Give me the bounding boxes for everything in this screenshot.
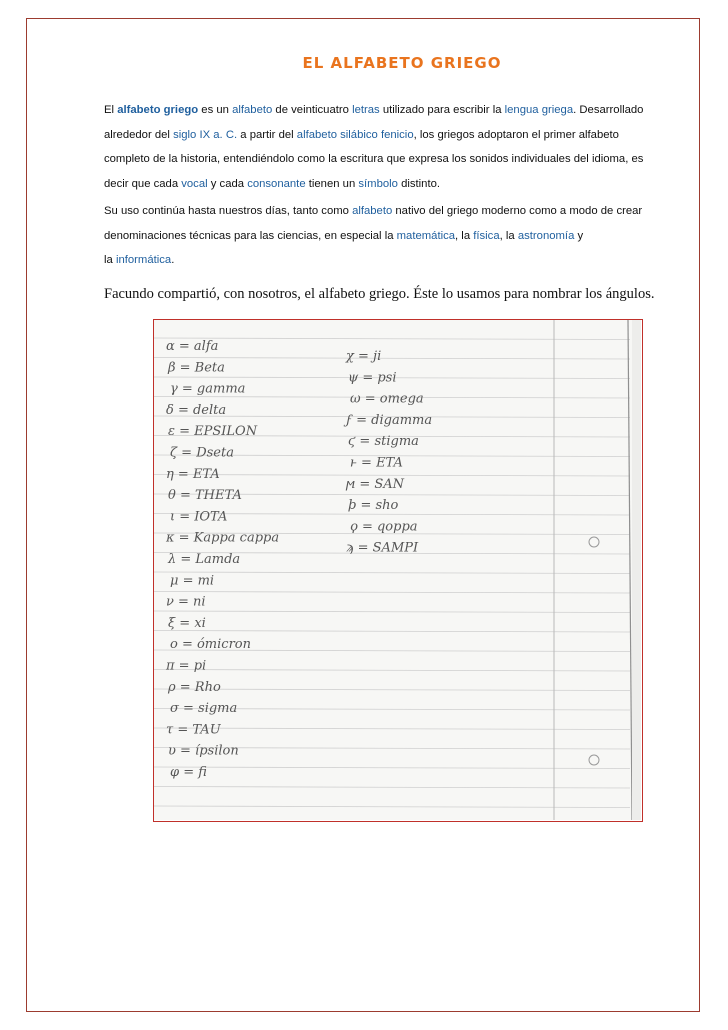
text-segment: y cada [207, 177, 248, 190]
handwritten-letter: σ = sigma [170, 701, 238, 717]
paragraph-usage [104, 199, 694, 273]
handwritten-letter: ι = IOTA [170, 509, 228, 525]
handwritten-letter: ω = omega [350, 391, 424, 407]
text-segment: , la [455, 229, 474, 242]
text-segment: distinto. [397, 177, 441, 190]
handwritten-letter: ϛ = stigma [348, 434, 419, 450]
link-simbolo[interactable]: símbolo [358, 177, 398, 190]
handwritten-letter: ψ = psi [348, 370, 397, 386]
handwritten-letter: ϙ = qoppa [350, 519, 418, 535]
text-segment: de veinticuatro [272, 104, 353, 116]
text-segment: la [104, 254, 116, 266]
link-siglo-ix[interactable]: siglo IX a. C. [173, 128, 238, 141]
text-segment: El [104, 104, 118, 116]
link-lengua-griega[interactable]: lengua griega [504, 104, 574, 116]
handwritten-letter: η = ETA [166, 466, 220, 482]
handwritten-letter: ζ = Dseta [170, 445, 234, 461]
page-title: EL ALFABETO GRIEGO [302, 54, 502, 72]
handwritten-letter: δ = delta [166, 402, 227, 418]
text-segment: nativo del griego moderno como a modo de crear [392, 205, 643, 217]
handwritten-letter: ε = EPSILON [168, 424, 258, 440]
text-segment: es un [198, 104, 233, 116]
handwritten-letter: ϡ = SAMPI [346, 540, 419, 556]
link-astronomia[interactable]: astronomía [517, 229, 575, 242]
handwritten-letter: ϻ = SAN [346, 476, 405, 492]
link-letras[interactable]: letras [352, 104, 380, 116]
paragraph-line: completo de la historia, entendiéndolo como la escritura que expresa los sonidos individuales del idioma, es [104, 153, 644, 165]
handwritten-letter: φ = fi [170, 765, 207, 780]
handwritten-letter: ξ = xi [168, 615, 206, 631]
photo-caption: Facundo compartió, con nosotros, el alfabeto griego. Éste lo usamos para nombrar los ángulos. [104, 286, 655, 302]
text-segment: decir que cada [104, 177, 182, 190]
handwritten-letter: κ = Kappa cappa [166, 530, 280, 546]
text-segment: , los griegos adoptaron el primer alfabeto [413, 128, 619, 141]
link-alfabeto-fenicio[interactable]: alfabeto silábico fenicio [296, 128, 414, 141]
handwritten-letter: ο = ómicron [170, 637, 251, 653]
handwritten-letter: ͱ = ETA [350, 455, 403, 471]
link-alfabeto-griego[interactable]: alfabeto griego [117, 104, 199, 116]
handwritten-letter: α = alfa [166, 339, 219, 354]
handwritten-letter: ϝ = digamma [346, 412, 433, 428]
paragraph-line [104, 98, 694, 123]
link-alfabeto[interactable]: alfabeto [352, 205, 393, 217]
link-vocal[interactable]: vocal [181, 177, 208, 190]
handwritten-letter: θ = THETA [168, 488, 242, 504]
paragraph-line [104, 248, 694, 273]
paragraph-line [104, 172, 694, 197]
link-alfabeto[interactable]: alfabeto [232, 104, 273, 116]
link-fisica[interactable]: física [473, 229, 500, 242]
text-segment: , la [499, 229, 518, 242]
notebook-page [154, 320, 641, 820]
page-edge-shadow [632, 320, 641, 820]
text-segment: denominaciones técnicas para las ciencias, en especial la [104, 229, 397, 242]
handwritten-letter: τ = TAU [166, 722, 221, 738]
handwritten-letter: π = pi [166, 658, 207, 674]
paragraph-line [104, 199, 694, 224]
paragraph-line [104, 123, 694, 148]
paragraph-line [104, 224, 694, 249]
handwritten-letter: γ = gamma [170, 381, 246, 397]
handwritten-letter: λ = Lamda [168, 552, 241, 567]
handwritten-letter: ϸ = sho [348, 498, 399, 514]
handwritten-letter: χ = ji [346, 349, 382, 364]
handwritten-letter: ν = ni [166, 594, 206, 610]
handwritten-alphabet-photo [153, 319, 643, 822]
handwritten-letter: μ = mi [170, 573, 215, 589]
link-consonante[interactable]: consonante [247, 177, 306, 190]
text-segment: . [171, 254, 175, 266]
link-matematica[interactable]: matemática [396, 229, 456, 242]
text-segment: alrededor del [104, 128, 174, 141]
text-segment: utilizado para escribir la [379, 104, 505, 116]
link-informatica[interactable]: informática [115, 254, 172, 266]
text-segment: y [574, 229, 584, 242]
handwritten-letter: υ = ípsilon [168, 743, 239, 759]
text-segment: Su uso continúa hasta nuestros días, tanto como [104, 205, 353, 217]
handwritten-letter: ρ = Rho [168, 679, 221, 695]
handwritten-letter: β = Beta [168, 360, 225, 376]
text-segment: . Desarrollado [573, 104, 644, 116]
paragraph-intro [104, 98, 694, 196]
text-segment: a partir del [237, 128, 297, 141]
text-segment: tienen un [305, 177, 359, 190]
